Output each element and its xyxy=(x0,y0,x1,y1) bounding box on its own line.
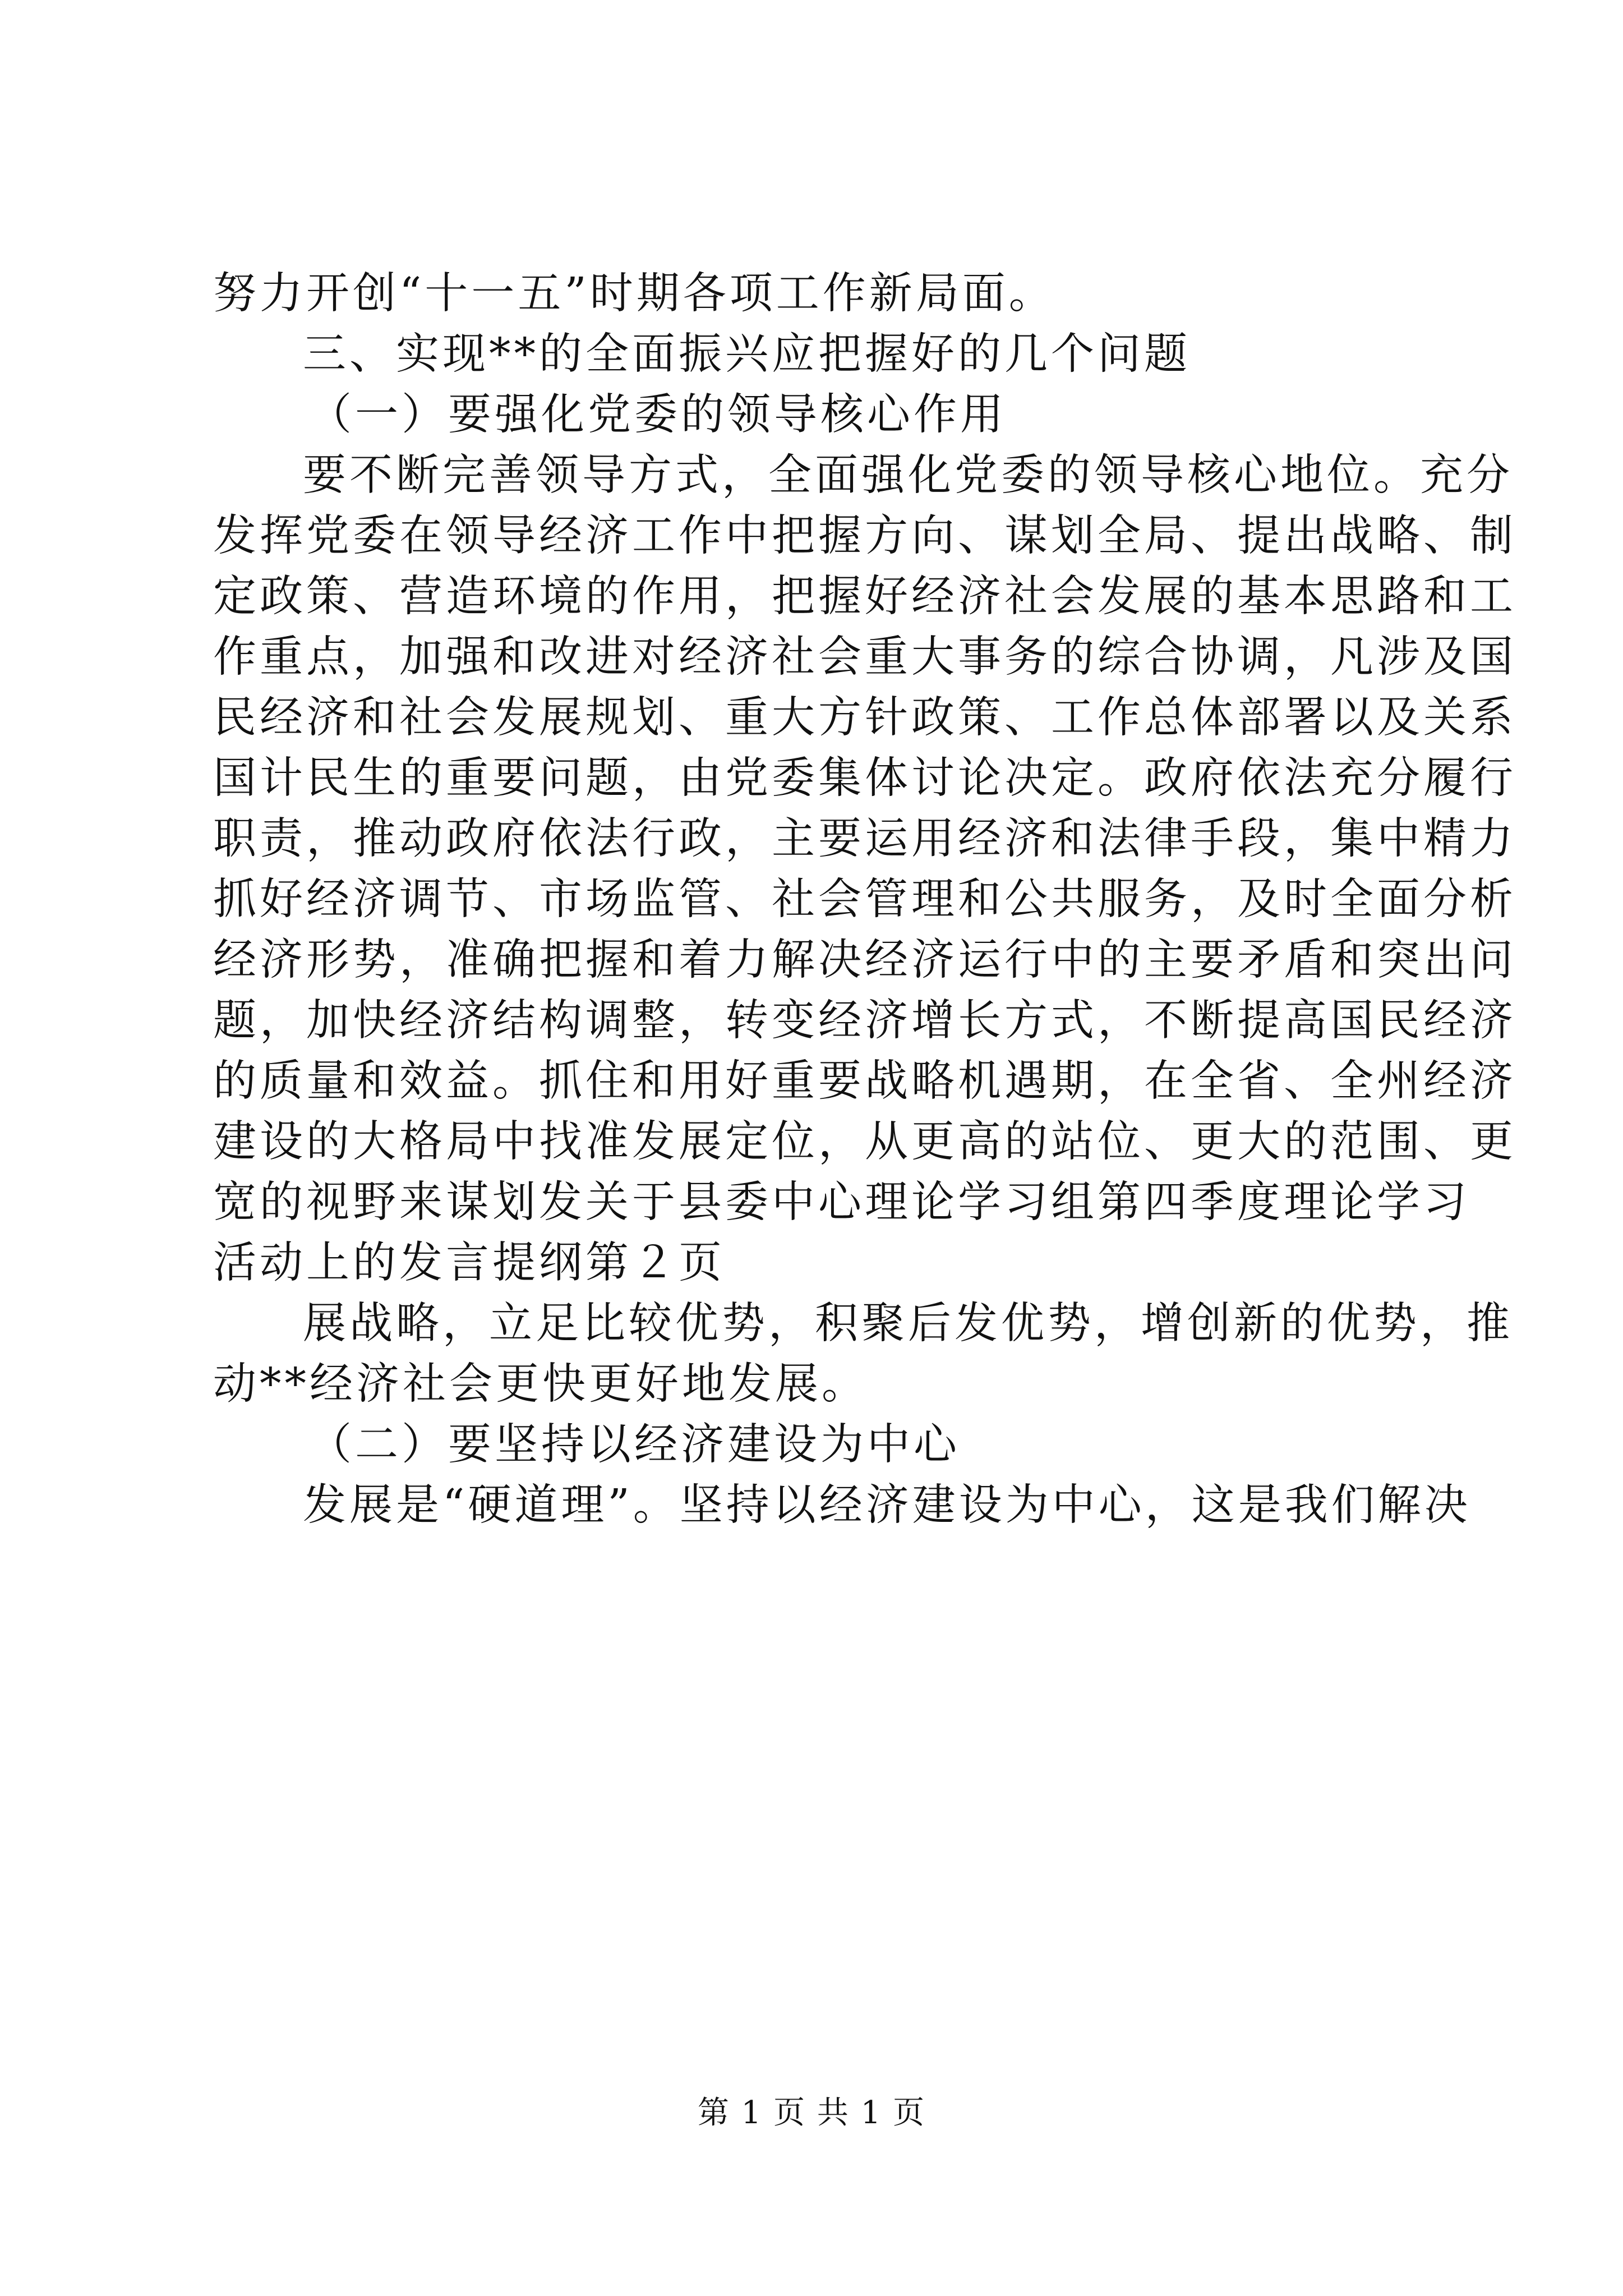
text-line: 作重点，加强和改进对经济社会重大事务的综合协调，凡涉及国 xyxy=(213,632,1516,682)
text-line: 发展是“硬道理”。坚持以经济建设为中心，这是我们解决 xyxy=(303,1480,1471,1530)
text-line: 题，加快经济结构调整，转变经济增长方式，不断提高国民经济 xyxy=(213,996,1516,1046)
text-line: 建设的大格局中找准发展定位，从更高的站位、更大的范围、更 xyxy=(213,1117,1516,1167)
subsection-heading: （二）要坚持以经济建设为中心 xyxy=(308,1420,960,1470)
text-line: 活动上的发言提纲第２页 xyxy=(213,1238,725,1288)
text-line: 展战略，立足比较优势，积聚后发优势，增创新的优势，推 xyxy=(303,1299,1513,1349)
text-line: 要不断完善领导方式，全面强化党委的领导核心地位。充分 xyxy=(303,450,1513,500)
text-line: 定政策、营造环境的作用，把握好经济社会发展的基本思路和工 xyxy=(213,572,1516,622)
page-number-footer: 第 1 页 共 1 页 xyxy=(697,2095,926,2131)
text-line: 民经济和社会发展规划、重大方针政策、工作总体部署以及关系 xyxy=(213,693,1516,743)
text-line: 宽的视野来谋划发关于县委中心理论学习组第四季度理论学习 xyxy=(213,1177,1470,1227)
text-line: 发挥党委在领导经济工作中把握方向、谋划全局、提出战略、制 xyxy=(213,511,1516,561)
text-line: 国计民生的重要问题，由党委集体讨论决定。政府依法充分履行 xyxy=(213,753,1516,803)
text-line: 努力开创“十一五”时期各项工作新局面。 xyxy=(213,269,1055,319)
subsection-heading: （一）要强化党委的领导核心作用 xyxy=(308,390,1007,440)
text-line: 抓好经济调节、市场监管、社会管理和公共服务，及时全面分析 xyxy=(213,875,1516,924)
text-line: 经济形势，准确把握和着力解决经济运行中的主要矛盾和突出问 xyxy=(213,935,1516,985)
section-heading: 三、实现**的全面振兴应把握好的几个问题 xyxy=(303,329,1191,379)
text-line: 动**经济社会更快更好地发展。 xyxy=(213,1359,868,1409)
text-line: 职责，推动政府依法行政，主要运用经济和法律手段，集中精力 xyxy=(213,814,1516,864)
document-body xyxy=(213,264,1516,1536)
text-line: 的质量和效益。抓住和用好重要战略机遇期，在全省、全州经济 xyxy=(213,1056,1516,1106)
